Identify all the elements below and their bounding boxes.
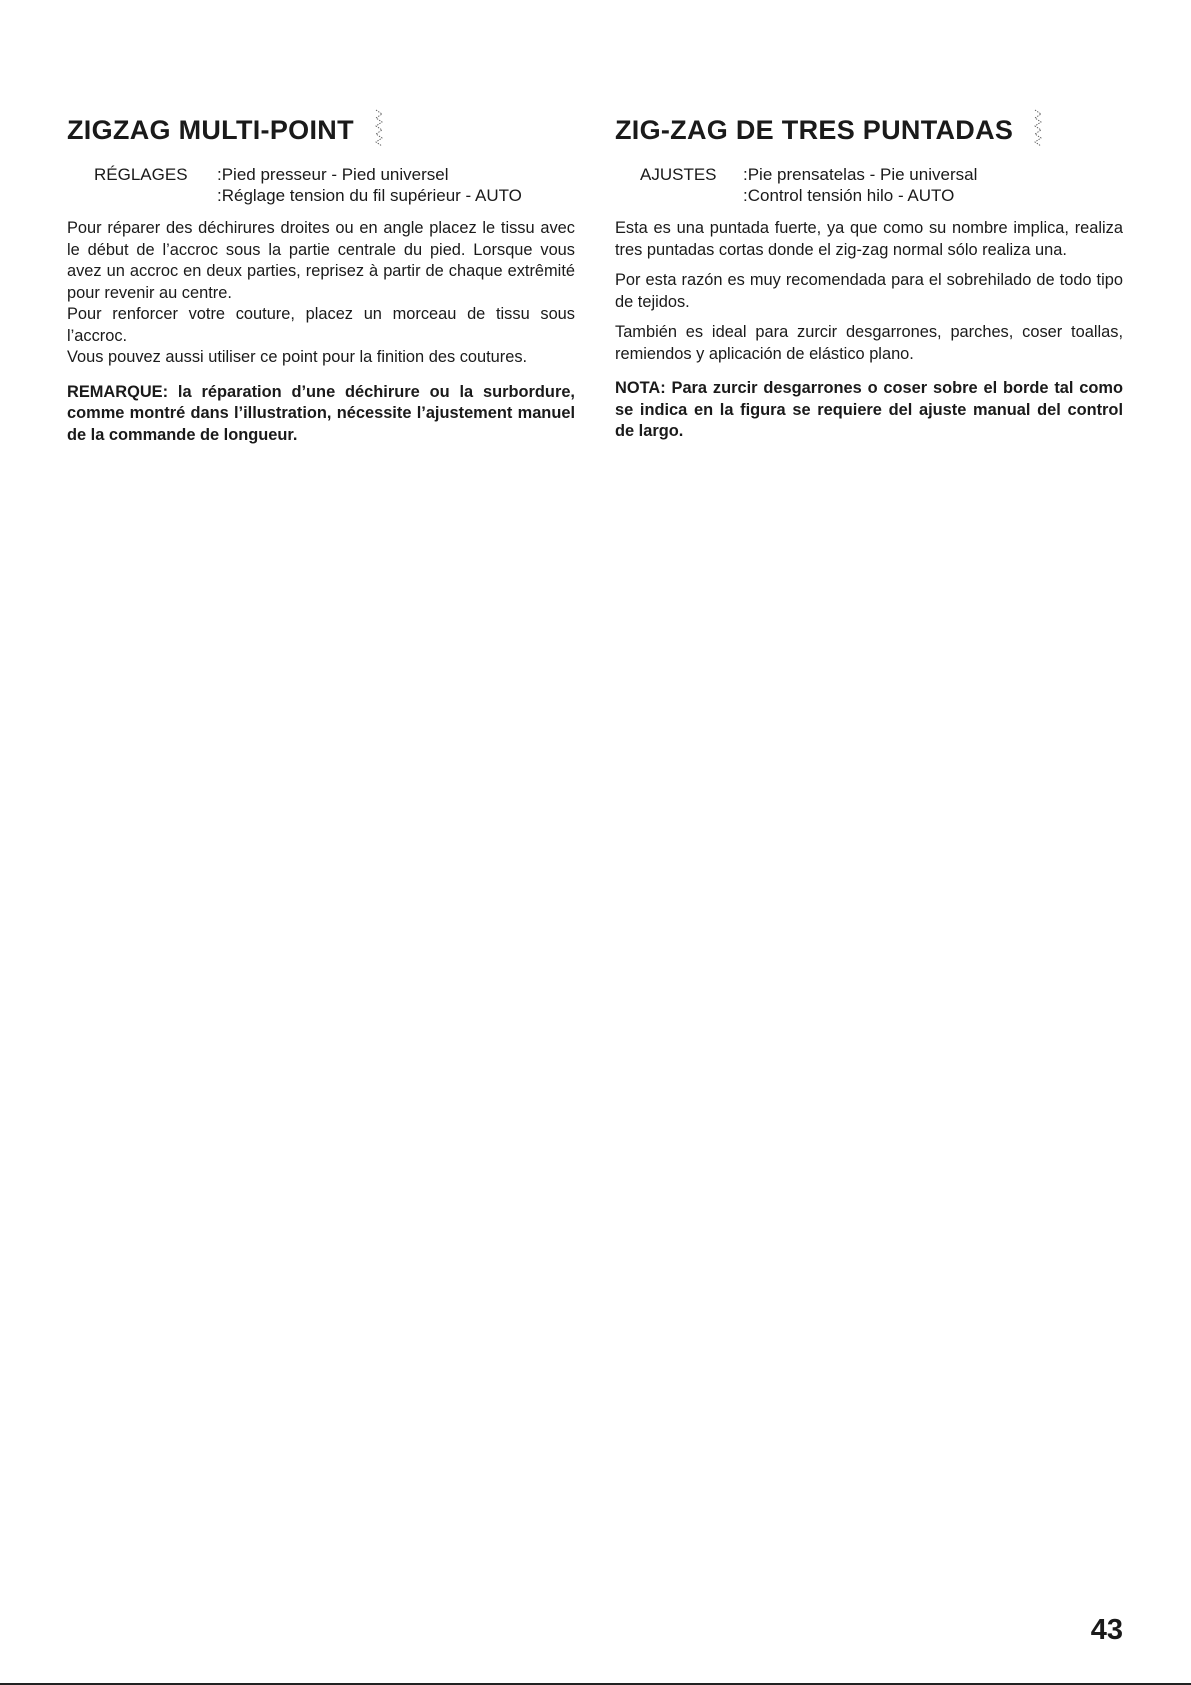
settings-label: AJUSTES (640, 165, 717, 184)
section-title-text: ZIGZAG MULTI-POINT (67, 115, 354, 145)
settings-label (640, 185, 743, 206)
left-column (67, 108, 575, 462)
settings-value: :Pied presseur - Pied universel (217, 165, 449, 184)
page-number: 43 (1090, 1614, 1123, 1646)
paragraph: Por esta razón es muy recomendada para el sobrehilado de todo tipo de tejidos. (615, 271, 1123, 311)
settings-block (67, 164, 575, 206)
settings-label: RÉGLAGES (94, 165, 188, 184)
settings-label (94, 185, 217, 206)
section-title (615, 108, 1123, 152)
settings-value: :Pie prensatelas - Pie universal (743, 165, 978, 184)
settings-value: :Control tensión hilo - AUTO (743, 186, 955, 205)
settings-value: :Réglage tension du fil supérieur - AUTO (217, 186, 522, 205)
settings-block (615, 164, 1123, 206)
paragraph: Esta es una puntada fuerte, ya que como su nombre implica, realiza tres puntadas cortas donde el zig-zag normal sólo realiza una. (615, 219, 1123, 259)
note: REMARQUE: la réparation d’une déchirure ou la surbordure, comme montré dans l’illustration, nécessite l’ajustement manuel de la commande de longueur. (67, 382, 575, 444)
section-title (67, 108, 575, 152)
section-title-text: ZIG-ZAG DE TRES PUNTADAS (615, 115, 1014, 145)
paragraph: También es ideal para zurcir desgarrones, parches, coser toallas, remiendos y aplicación de elástico plano. (615, 323, 1123, 363)
note: NOTA: Para zurcir desgarrones o coser sobre el borde tal como se indica en la figura se requiere del ajuste manual del control de largo. (615, 379, 1123, 440)
multi-point-zigzag-stitch-icon (1031, 108, 1045, 152)
paragraph: Vous pouvez aussi utiliser ce point pour la finition des coutures. (67, 348, 528, 366)
paragraph: Pour renforcer votre couture, placez un morceau de tissu sous l’accroc. (67, 305, 575, 345)
paragraph: Pour réparer des déchirures droites ou en angle placez le tissu avec le début de l’accroc sous la partie centrale du pied. Lorsque vous avez un accroc en deux parties, reprisez à partir de chaque extrêmité pour revenir au centre. (67, 219, 575, 302)
right-column (615, 108, 1123, 459)
multi-point-zigzag-stitch-icon (372, 108, 386, 152)
